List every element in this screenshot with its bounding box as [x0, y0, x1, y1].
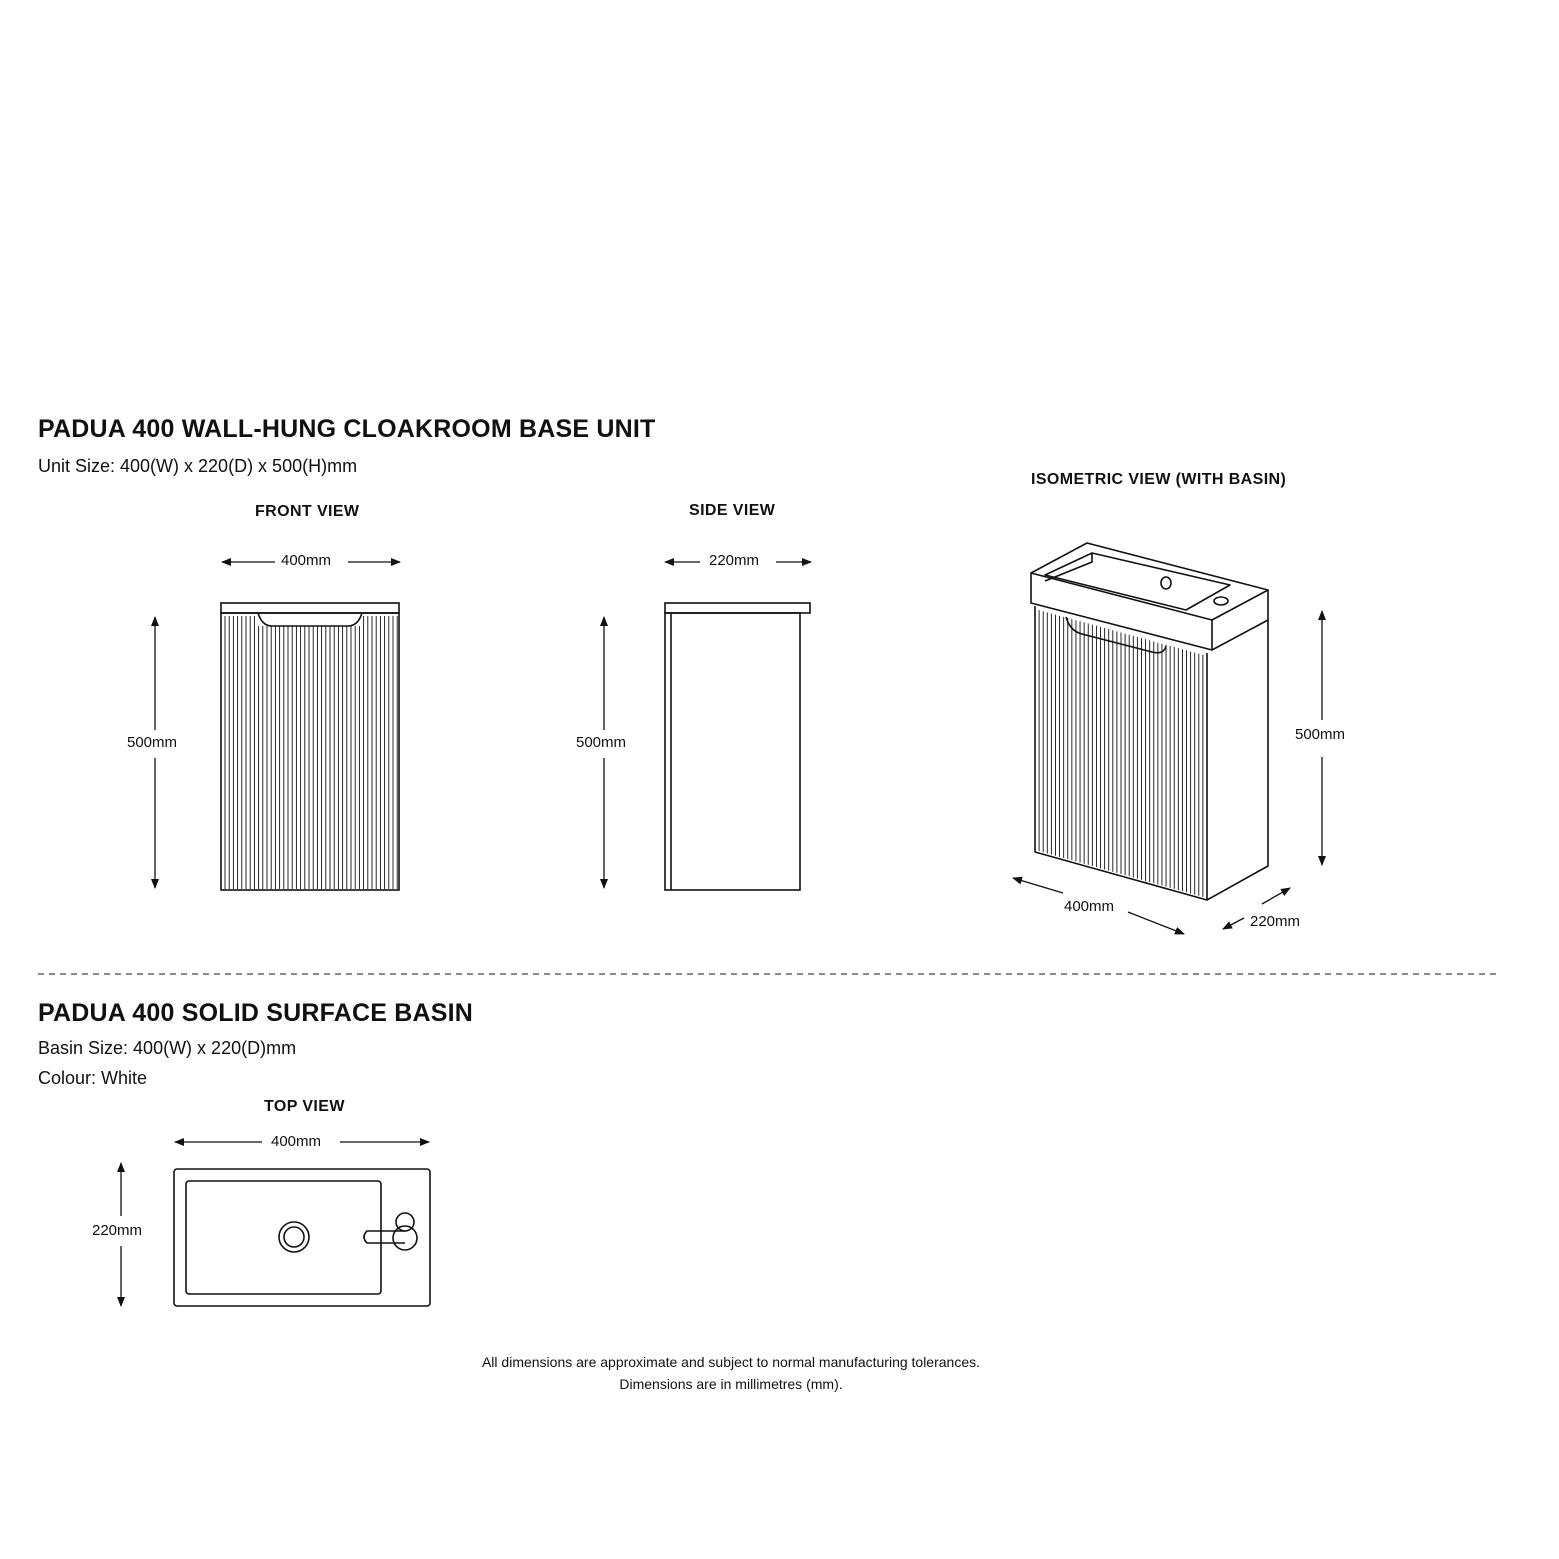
footer-line-1: All dimensions are approximate and subject to normal manufacturing tolerances. [481, 1354, 981, 1370]
footer-note [381, 1351, 1081, 1395]
footer-line-2: Dimensions are in millimetres (mm). [619, 1376, 843, 1392]
iso-overflow-hole [1214, 597, 1228, 605]
front-view-label: FRONT VIEW [255, 503, 360, 520]
front-countertop [221, 603, 399, 613]
side-depth-dim: 220mm [705, 552, 763, 569]
side-dimensions [604, 562, 811, 888]
front-width-dim: 400mm [277, 552, 335, 569]
basin-size: Basin Size: 400(W) x 220(D)mm [38, 1038, 297, 1058]
iso-tap-hole [1161, 577, 1171, 589]
top-width-dim: 400mm [267, 1133, 325, 1150]
iso-flutes [1039, 610, 1203, 897]
iso-width-dim: 400mm [1060, 898, 1118, 915]
front-height-dim: 500mm [123, 734, 181, 751]
top-depth-dim: 220mm [88, 1222, 146, 1239]
side-view-drawing [665, 603, 810, 890]
front-flutes [225, 616, 397, 889]
basin-colour: Colour: White [38, 1068, 148, 1088]
top-view-label: TOP VIEW [264, 1098, 345, 1115]
iso-depth-dim: 220mm [1246, 913, 1304, 930]
iso-width-arrow-left [1013, 878, 1063, 893]
side-view-label: SIDE VIEW [689, 502, 776, 519]
isometric-view-label: ISOMETRIC VIEW (WITH BASIN) [1031, 471, 1287, 488]
iso-basin-front [1031, 573, 1212, 650]
front-handle-recess [258, 613, 362, 626]
side-cabinet [665, 613, 800, 890]
iso-basin-top [1031, 543, 1268, 620]
unit-title: PADUA 400 WALL-HUNG CLOAKROOM BASE UNIT [38, 415, 656, 443]
top-view-drawing [174, 1169, 430, 1306]
side-countertop [665, 603, 810, 613]
iso-cabinet-side [1207, 620, 1268, 900]
basin-drain-inner [284, 1227, 304, 1247]
basin-tap-body [393, 1226, 417, 1250]
iso-basin-side [1212, 590, 1268, 650]
isometric-view-drawing [1031, 543, 1268, 900]
side-height-dim: 500mm [572, 734, 630, 751]
iso-width-arrow-right [1128, 912, 1184, 934]
iso-depth-arrow-left [1223, 918, 1244, 929]
iso-depth-arrow-right [1262, 888, 1290, 904]
front-view-drawing [221, 603, 399, 890]
basin-outline [174, 1169, 430, 1306]
top-view-dimensions [121, 1142, 429, 1306]
basin-tap-spout [364, 1231, 405, 1243]
unit-size: Unit Size: 400(W) x 220(D) x 500(H)mm [38, 456, 358, 476]
iso-height-dim: 500mm [1291, 726, 1349, 743]
basin-title: PADUA 400 SOLID SURFACE BASIN [38, 999, 474, 1027]
